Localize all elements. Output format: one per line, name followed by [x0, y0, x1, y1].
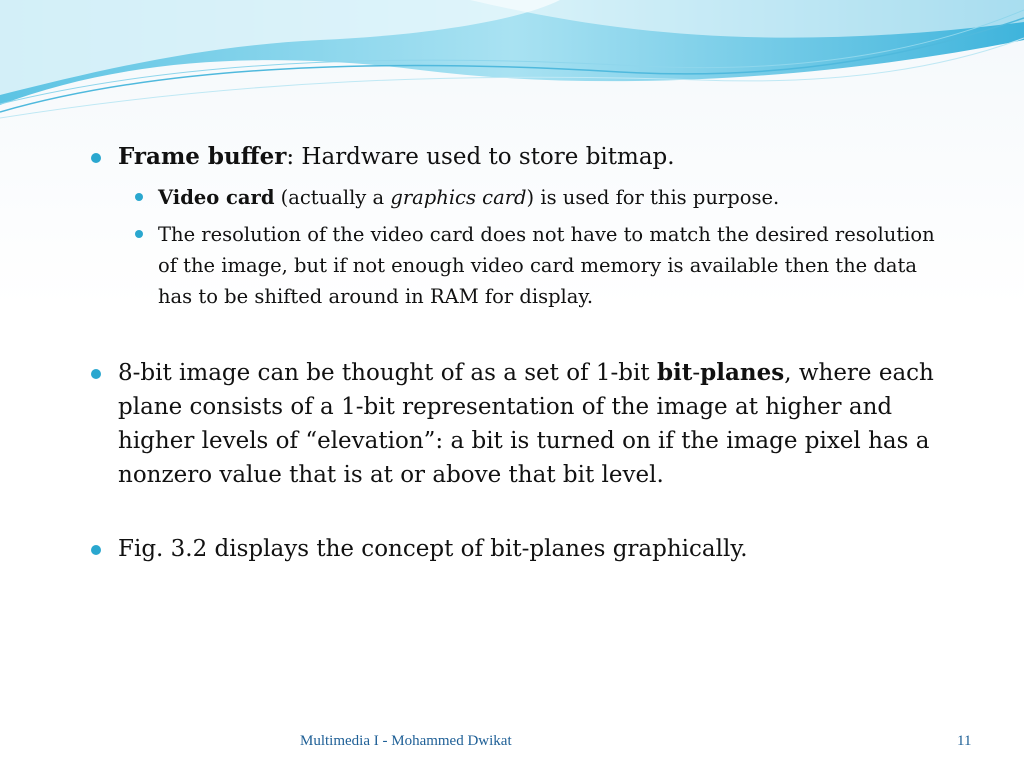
- bit-planes-dash: -: [692, 360, 701, 386]
- video-card-post: ) is used for this purpose.: [526, 186, 780, 209]
- footer-text: Multimedia I - Mohammed Dwikat: [300, 733, 512, 749]
- frame-buffer-subpoints: [118, 182, 946, 312]
- subbullet-resolution: The resolution of the video card does not have to match the desired resolution of the image, but if not enough video card memory is available then the data has to be shifted around in RAM for display.: [118, 219, 946, 312]
- header-wave-decoration: [0, 0, 1024, 130]
- term-video-card: Video card: [158, 186, 275, 209]
- term-frame-buffer: Frame buffer: [118, 143, 287, 170]
- term-planes: planes: [700, 359, 785, 386]
- subbullet-video-card: [118, 182, 946, 213]
- bullet-fig-reference: Fig. 3.2 displays the concept of bit-planes graphically.: [86, 532, 946, 566]
- frame-buffer-definition: : Hardware used to store bitmap.: [286, 144, 675, 170]
- bullet-frame-buffer: [86, 140, 946, 312]
- footer: [0, 733, 1024, 755]
- video-card-pre: (actually a: [274, 186, 391, 209]
- bit-planes-pre: 8-bit image can be thought of as a set of 1-bit: [118, 360, 657, 386]
- bullet-bit-planes: [86, 356, 946, 492]
- page-number: 11: [957, 733, 972, 749]
- bit-planes-post: , where each plane consists of a 1-bit representation of the image at higher and higher levels of “elevation”: a bit is turned on if the image pixel has a nonzero value that is at or above that bit level.: [118, 360, 934, 488]
- term-graphics-card: graphics card: [390, 186, 527, 209]
- term-bit: bit: [656, 359, 693, 386]
- slide-content: [86, 140, 946, 602]
